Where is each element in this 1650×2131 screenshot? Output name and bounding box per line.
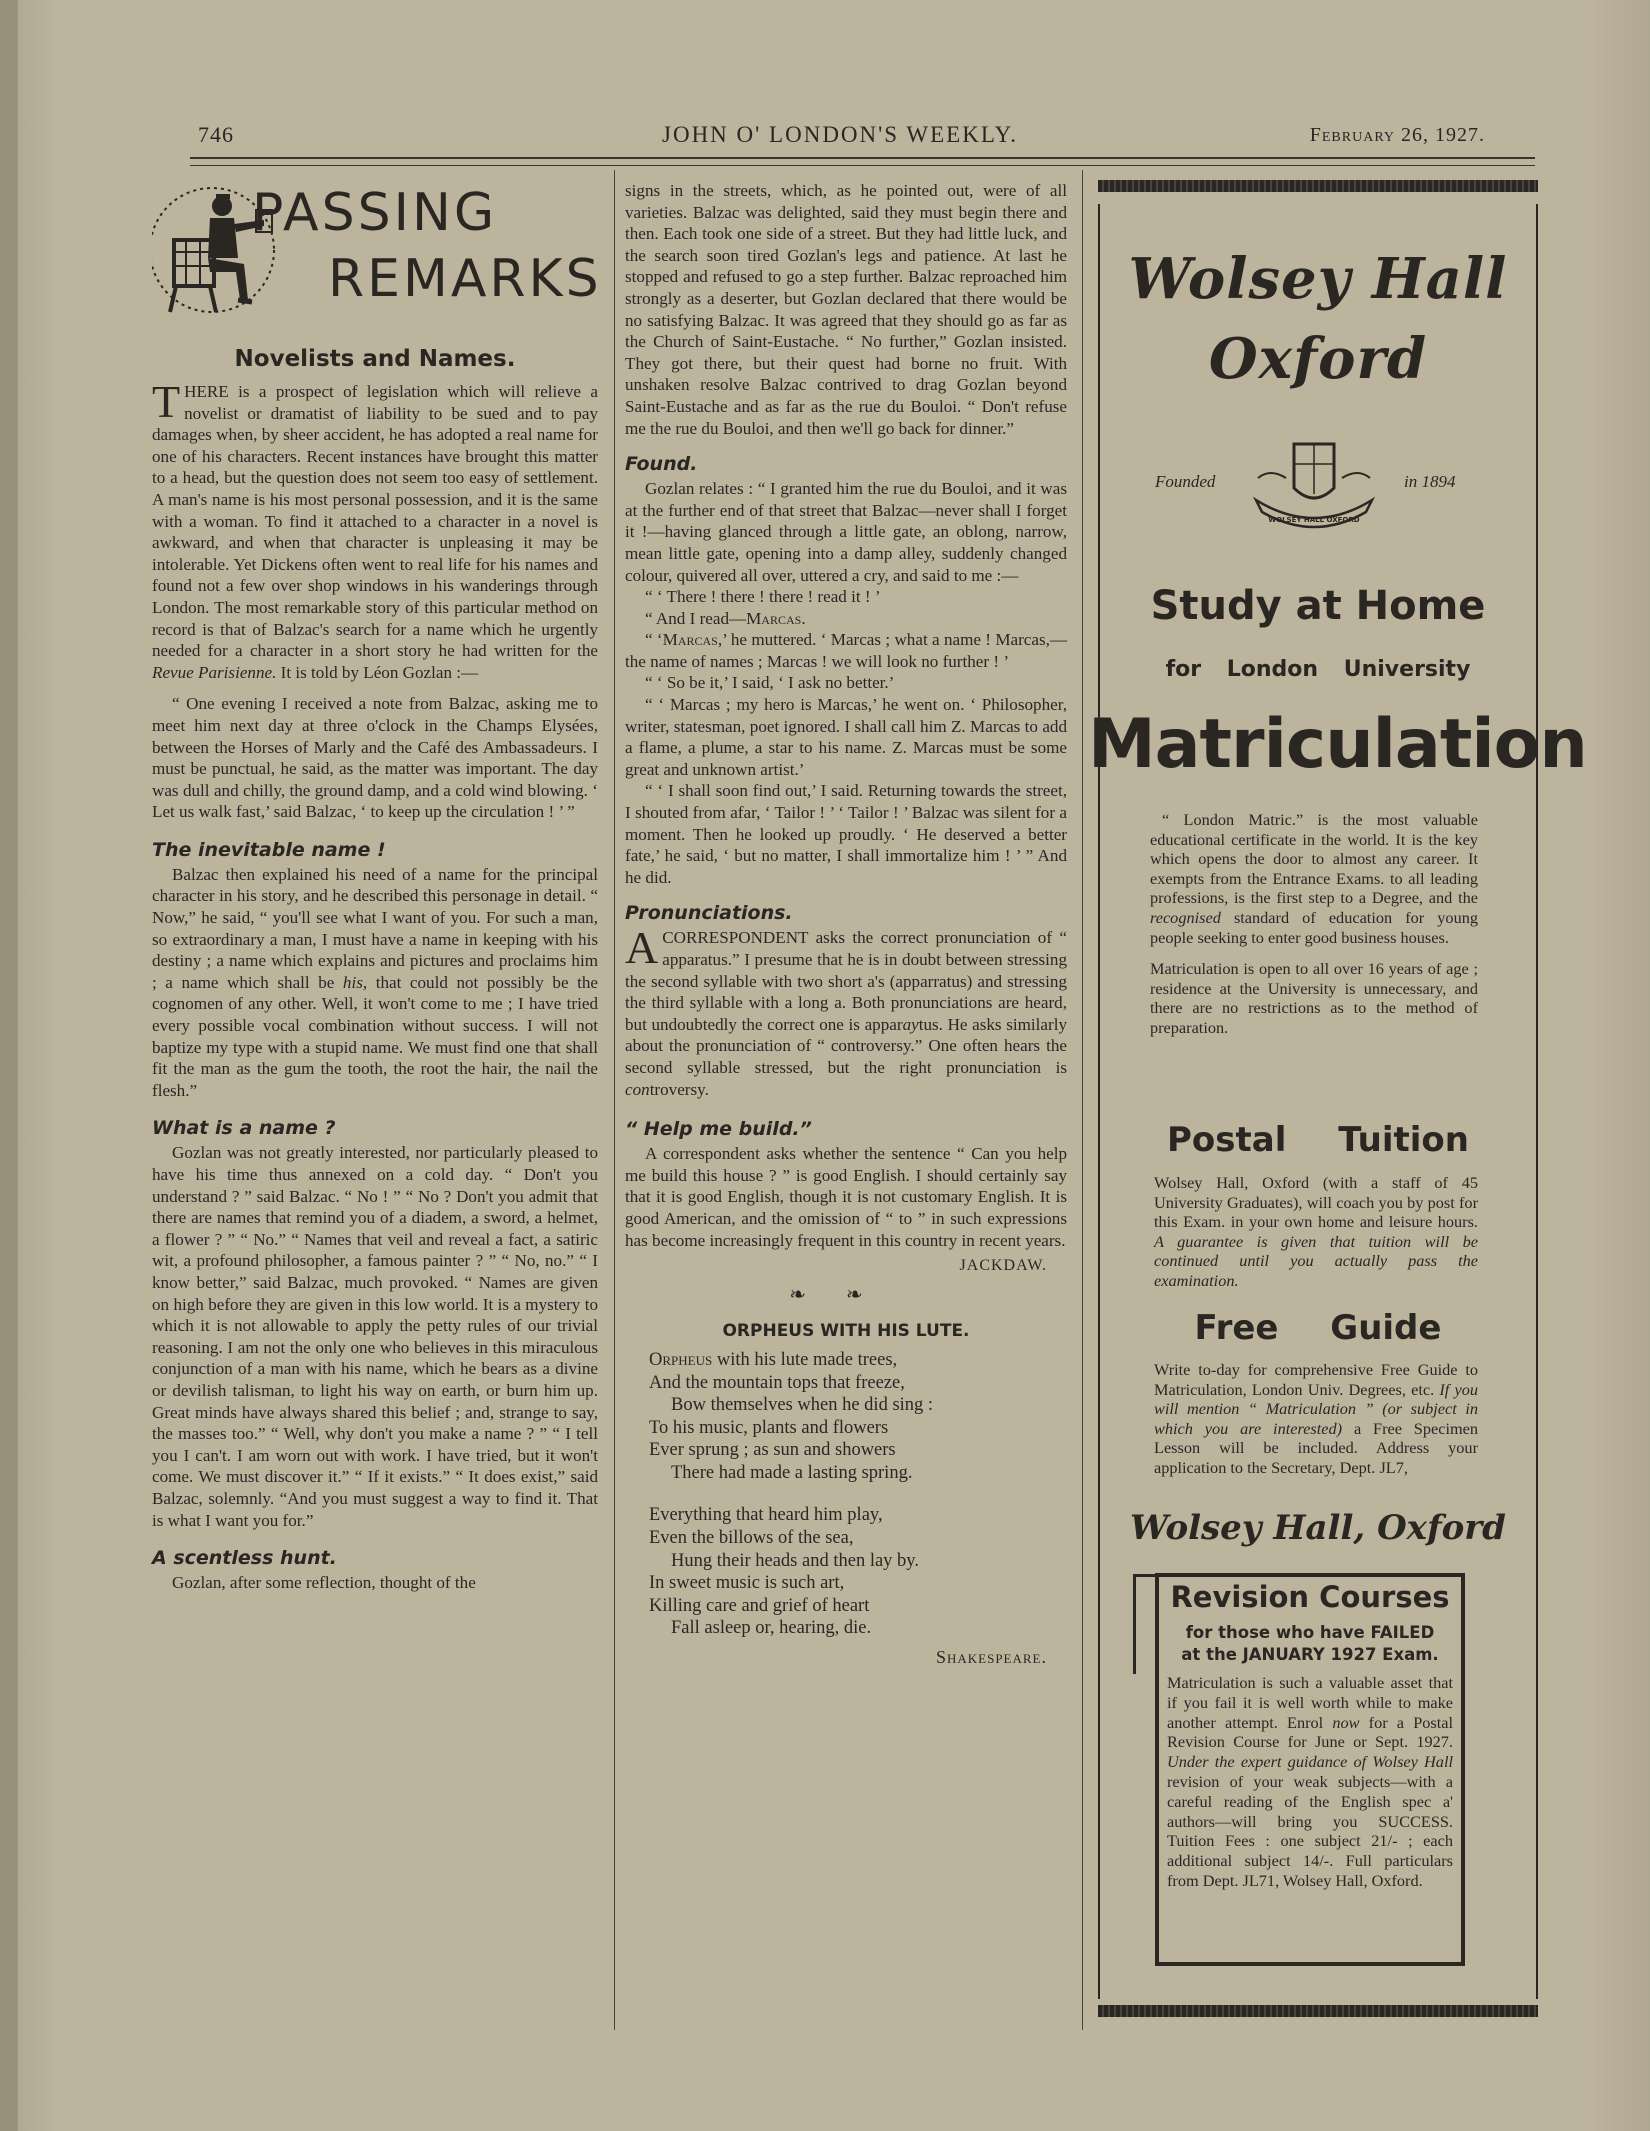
paragraph: “ ‘ Marcas ; my hero is Marcas,’ he went on. ‘ Philosopher, writer, statesman, poet ignored. I shall call him Z. Marcas to add a flame, a plume, a star to his name. Z. Marcas must be some great and unknown artist.’ <box>625 695 1067 779</box>
advertiser-signature: Wolsey Hall, Oxford <box>1130 1508 1506 1548</box>
poem-line: Fall asleep or, hearing, die. <box>671 1618 872 1639</box>
signature: JACKDAW. <box>959 1257 1047 1275</box>
passing-remarks-masthead <box>152 180 602 325</box>
paragraph: Gozlan, after some reflection, thought of the <box>172 1573 476 1593</box>
poem-line: In sweet music is such art, <box>649 1573 845 1594</box>
paragraph: “ ‘Marcas,’ he muttered. ‘ Marcas ; what a name ! Marcas,—the name of names ; Marcas ! we will look no further ! ’ <box>625 630 1067 671</box>
poem <box>625 1320 1067 1668</box>
header-rule-thin <box>190 165 1535 166</box>
article-heading: Novelists and Names. <box>234 346 516 372</box>
poem-line: Even the billows of the sea, <box>649 1528 854 1549</box>
subheading: Pronunciations. <box>625 902 793 925</box>
poem-line: Everything that heard him play, <box>649 1505 883 1526</box>
masthead-passing: PASSING <box>252 183 498 243</box>
poem-line: Bow themselves when he did sing : <box>671 1395 934 1416</box>
column-2 <box>625 180 1067 1669</box>
paragraph: Balzac then explained his need of a name for the principal character in his story, and he described this personage in detail. “ Now,” he said, “ you'll see what I want of you. For such a man, so extraordinary a man, I must have a name in keeping with his destiny ; a name which explains and pictures and proclaims him ; a name which shall be his, that could not possibly be the cognomen of any other. Well, it won't come to me ; I have tried every possible vocal combination without success. I will not baptize my type with a stupid name. We must find one that shall fit the man as the gum the tooth, the root the hair, the nail the flesh.” <box>152 864 598 1100</box>
paragraph: “ And I read—Marcas. <box>645 608 806 628</box>
header-rule <box>190 157 1535 159</box>
study-at-home: Study at Home <box>1150 583 1486 629</box>
poem-line: To his music, plants and flowers <box>649 1417 889 1438</box>
founded-year: in 1894 <box>1404 472 1456 491</box>
paragraph: “ One evening I received a note from Balzac, asking me to meet him next day at three o'clock in the Champs Elysées, between the Horses of Marly and the Café des Ambassadeurs. I must be punctual, he said, as the matter was important. The day was dull and chilly, the ground damp, and a cold wind blowing. ‘ Let us walk fast,’ said Balzac, ‘ to keep up the circulation ! ’ ” <box>152 694 598 822</box>
ad-paragraph: “ London Matric.” is the most valuable educational certificate in the world. It is the key which opens the door to almost any career. It exempts from the Entrance Exams. to all leading professions, is the first step to a Degree, and the recognised standard of education for young people seeking to enter good business houses. Matriculation is open to all over 16 years of age ; residence at the University is unnecessary, and there are no restrictions as to the method of preparation. <box>1150 810 1478 1037</box>
revision-text: Matriculation is such a valuable asset that if you fail it is well worth while to make another attempt. Enrol now for a Postal Revision Course for June or Sept. 1927. Under the expert guidance of Wolsey Hall revision of your weak subjects—with a careful reading of the English spec a' authors—will bring you SUCCESS. Tuition Fees : one subject 21/- ; each additional subject 14/-. Full particulars from Dept. JL71, Wolsey Hall, Oxford. <box>1167 1673 1453 1890</box>
subheading: The inevitable name ! <box>152 838 386 861</box>
ad-paragraph: Wolsey Hall, Oxford (with a staff of 45 University Graduates), will coach you by post for this Exam. in your own home and leisure hours. A guarantee is given that tuition will be continued until you actually pass the examination. <box>1154 1173 1478 1290</box>
ad-paragraph: Write to-day for comprehensive Free Guide to Matriculation, London Univ. Degrees, etc. If you will mention “ Matriculation ” (or subject in which you are interested) a Free Specimen Lesson will be included. Address your application to the Secretary, Dept. JL7, <box>1154 1360 1478 1477</box>
subheading: Found. <box>625 453 698 476</box>
free-guide: Free Guide <box>1194 1308 1442 1348</box>
subheading: What is a name ? <box>152 1117 336 1140</box>
issue-date: February 26, 1927. <box>1309 124 1485 146</box>
drop-cap: T <box>152 376 181 427</box>
paragraph: signs in the streets, which, as he pointed out, were of all varieties. Balzac was delighted, said they must begin there and then. Each took one side of a street. But they had little luck, and the search soon tired Gozlan's legs and patience. At last he stopped and refused to go a step further. Balzac reproached him strongly as a deserter, but Gozlan declared that there would be no satisfying Balzac. It was agreed that they should go as far as the Church of Saint-Eustache. “ No further,” Gozlan insisted. They got there, but their quest had borne no fruit. With unshaken resolve Balzac contrived to drag Gozlan beyond Saint-Eustache and as far as the rue du Bouloi. “ Don't refuse me the rue du Bouloi, and then we'll go back for dinner.” <box>625 181 1067 438</box>
poem-line: Ever sprung ; as sun and showers <box>649 1440 896 1461</box>
poem-line: Killing care and grief of heart <box>649 1595 870 1616</box>
poem-line: And the mountain tops that freeze, <box>649 1372 905 1393</box>
paragraph: “ ‘ I shall soon find out,’ I said. Returning towards the street, I shouted from afar, ‘ Tailor ! ’ ‘ Tailor ! ’ Balzac was silent for a moment. Then he looked up proudly. ‘ He deserved a better fate,’ he said, ‘ but no matter, I shall immortalize him ! ’ ” And he did. <box>625 781 1067 887</box>
paragraph: Gozlan was not greatly interested, nor particularly pleased to have his time thus annexed on a cold day. “ Don't you understand ? ” said Balzac. “ No ! ” “ No ? Don't you admit that there are names that remind you of a diadem, a sword, a helmet, a flower ? ” “ No.” “ Names that veil and reveal a fact, a satiric wit, a profound philosopher, a famous painter ? ” “ No, no.” “ I know better,” said Balzac, much provoked. “ Names are given on high before they are given in this low world. It is a mystery to which it is not allowable to apply the petty rules of our trivial reasoning. I am not the only one who believes in this miraculous conjunction of a man with his name, which he bears as a divine or devilish talisman, to light his way on earth, or burn him up. Great minds have always shared this belief ; and, strange to say, the masses too.” “ Well, why don't you make a name ? ” “ I tell you I can't. I am worn out with work. I have tried, but it won't come. We must discover it.” “ If it exists.” “ It does exist,” said Balzac, solemnly. “And you must suggest a way to find it. That is what I want you for.” <box>152 1143 598 1530</box>
poem-line: Hung their heads and then lay by. <box>671 1550 919 1571</box>
revision-subheading: for those who have FAILED <box>1185 1623 1435 1642</box>
paragraph: Gozlan relates : “ I granted him the rue du Bouloi, and it was at the further end of that street that Balzac—never shall I forget it !—having glanced through a little gate, an oblong, narrow, mean little gate, opening into a damp alley, suddenly changed colour, quivered all over, uttered a cry, and said to me :— <box>625 479 1067 585</box>
paragraph: ACORRESPONDENT asks the correct pronunciation of “ apparatus.” I presume that he is in doubt between stressing the second syllable with two short a's (apparratus) and stressing the third syllable with a long a. Both pronunciations are heard, but undoubtedly the correct one is apparaytus. He asks similarly about the pronunciation of “ controversy.” One often hears the second syllable stressed, but the right pronunciation is controversy. <box>625 922 1068 1099</box>
paragraph: A correspondent asks whether the sentence “ Can you help me build this house ? ” is good English. I should certainly say that it is good English, though it is not customary English. It is good American, and the omission of “ to ” in such expressions has become increasingly frequent in this country in recent years. <box>625 1144 1067 1250</box>
crest-shield-icon <box>1250 438 1378 532</box>
fleuron-icon: ❧❧ <box>789 1283 903 1306</box>
ad-border-top <box>1098 180 1538 192</box>
column-1 <box>152 376 598 1594</box>
subheading: “ Help me build.” <box>625 1118 812 1141</box>
paragraph: “ ‘ So be it,’ I said, ‘ I ask no better.’ <box>645 673 895 693</box>
for-london-university: for London University <box>1165 657 1471 682</box>
stanza <box>625 1349 1067 1485</box>
journal-title: JOHN O' LONDON'S WEEKLY. <box>662 122 1018 147</box>
postal-tuition: Postal Tuition <box>1167 1120 1469 1160</box>
advertiser-city: Oxford <box>1208 326 1428 392</box>
advertiser-name: Wolsey Hall <box>1128 246 1508 312</box>
masthead-remarks: REMARKS <box>328 249 602 309</box>
ad-border-bottom <box>1098 2005 1538 2017</box>
poem-title: ORPHEUS WITH HIS LUTE. <box>722 1321 970 1342</box>
poem-line: There had made a lasting spring. <box>671 1462 913 1483</box>
revision-courses-heading: Revision Courses <box>1170 1580 1450 1614</box>
founded-label: Founded <box>1155 472 1216 491</box>
page-number: 746 <box>198 122 234 147</box>
poem-author: Shakespeare. <box>935 1647 1047 1668</box>
drop-cap: A <box>625 922 659 974</box>
running-head <box>195 122 1485 162</box>
subheading: A scentless hunt. <box>152 1547 337 1570</box>
svg-text:WOLSEY HALL OXFORD: WOLSEY HALL OXFORD <box>1268 516 1360 524</box>
revision-subheading: at the JANUARY 1927 Exam. <box>1181 1645 1439 1664</box>
paragraph: “ ‘ There ! there ! there ! read it ! ’ <box>645 587 881 607</box>
stanza <box>625 1504 1067 1640</box>
paragraph: THERE is a prospect of legislation which will relieve a novelist or dramatist of liability to be sued and to pay damages when, by sheer accident, he has adopted a real name for one of his characters. Recent instances have brought this matter to a head, but the question does not seem too easy of settlement. A man's name is his most personal possession, and it is the same with a woman. To find it attached to a character in a novel is awkward, and when that character is unpleasing it may be intolerable. Yet Dickens often went to real life for his names and found not a few over shop windows in his wanderings through London. The most remarkable story of this particular method on record is that of Balzac's search for a name which he urgently needed for a character in a short story he had written for the Revue Parisienne. It is told by Léon Gozlan :— <box>152 376 598 682</box>
binding-spine <box>0 0 18 2131</box>
column-rule <box>614 170 615 2030</box>
poem-line: Orpheus with his lute made trees, <box>649 1349 898 1370</box>
column-rule <box>1082 170 1083 2030</box>
matriculation-banner: Matriculation <box>1088 705 1587 784</box>
